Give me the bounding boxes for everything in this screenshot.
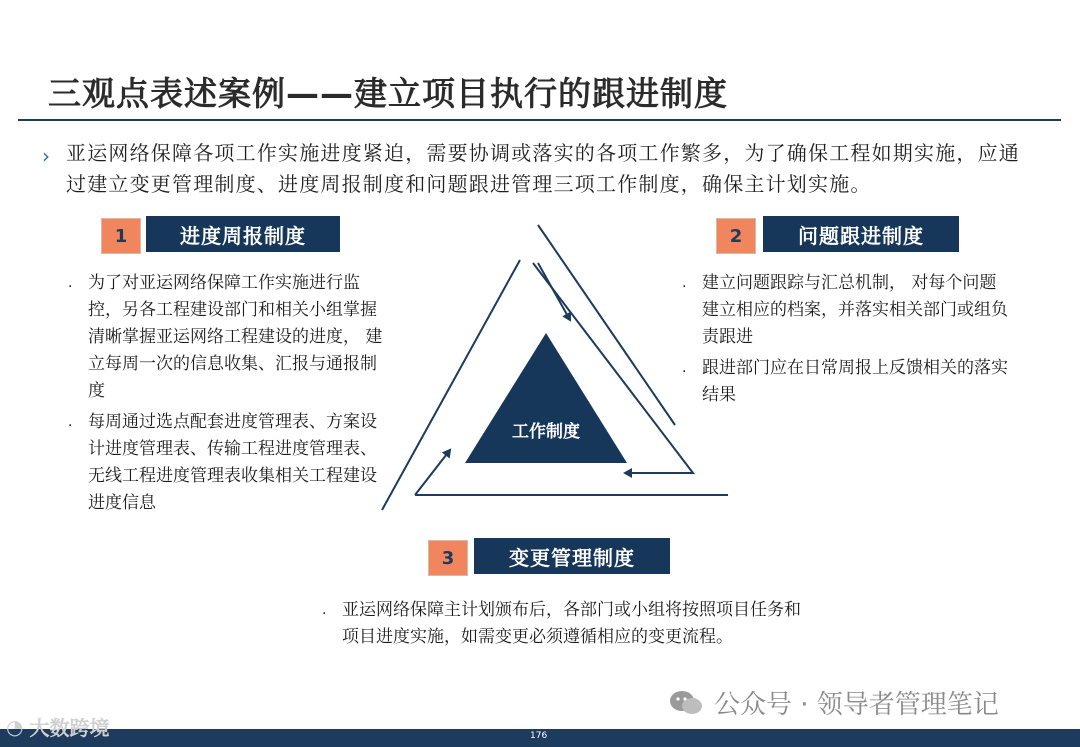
logo-icon: ◔ [6,714,24,739]
cycle-line-left [382,260,520,510]
section-1-item: . 每周通过选点配套进度管理表、方案设计进度管理表、传输工程进度管理表、无线工程进度管理表收集相关工程建设进度信息 [68,412,377,513]
wechat-icon [668,689,704,717]
intro-paragraph: 亚运网络保障各项工作实施进度紧迫，需要协调或落实的各项工作繁多，为了确保工程如期实施，应通过建立变更管理制度、进度周报制度和问题跟进管理三项工作制度，确保主计划实施。 [66,141,1020,196]
intro-bullet-icon: › [42,144,50,168]
section-2-number: 2 [716,218,756,254]
section-2-item: . 跟进部门应在日常周报上反馈相关的落实结果 [682,358,1008,405]
section-3-number: 3 [428,540,468,576]
page-number: 176 [530,731,548,741]
section-1-item: . 为了对亚运网络保障工作实施进行监控，另各工程建设部门和相关小组掌握清晰掌握亚运网络工程建设的进度， 建立每周一次的信息收集、汇报与通报制度 [68,273,383,401]
cycle-arrow-left [415,450,450,495]
center-triangle [465,333,627,463]
section-1-body [68,270,388,517]
section-2-item: . 建立问题跟踪与汇总机制， 对每个问题建立相应的档案，并落实相关部门或组负责跟进 [682,273,1008,347]
watermark [668,684,999,721]
slide-title: 三观点表述案例——建立项目执行的跟进制度 [48,74,728,113]
section-1-number: 1 [101,218,141,254]
section-1-heading: 进度周报制度 [146,216,340,252]
corner-logo [6,712,109,741]
cycle-diagram [370,215,740,515]
section-3-heading: 变更管理制度 [474,538,670,574]
watermark-text: 公众号 · 领导者管理笔记 [714,690,999,720]
section-3-body [322,597,802,651]
title-divider [18,119,1061,121]
center-label: 工作制度 [512,422,580,442]
section-3-item: . 亚运网络保障主计划颁布后，各部门或小组将按照项目任务和项目进度实施，如需变更必须遵循相应的变更流程。 [322,600,801,647]
section-2-heading: 问题跟进制度 [763,216,959,252]
corner-logo-text: 大数跨境 [29,716,110,740]
cycle-arrow-top [538,263,570,320]
